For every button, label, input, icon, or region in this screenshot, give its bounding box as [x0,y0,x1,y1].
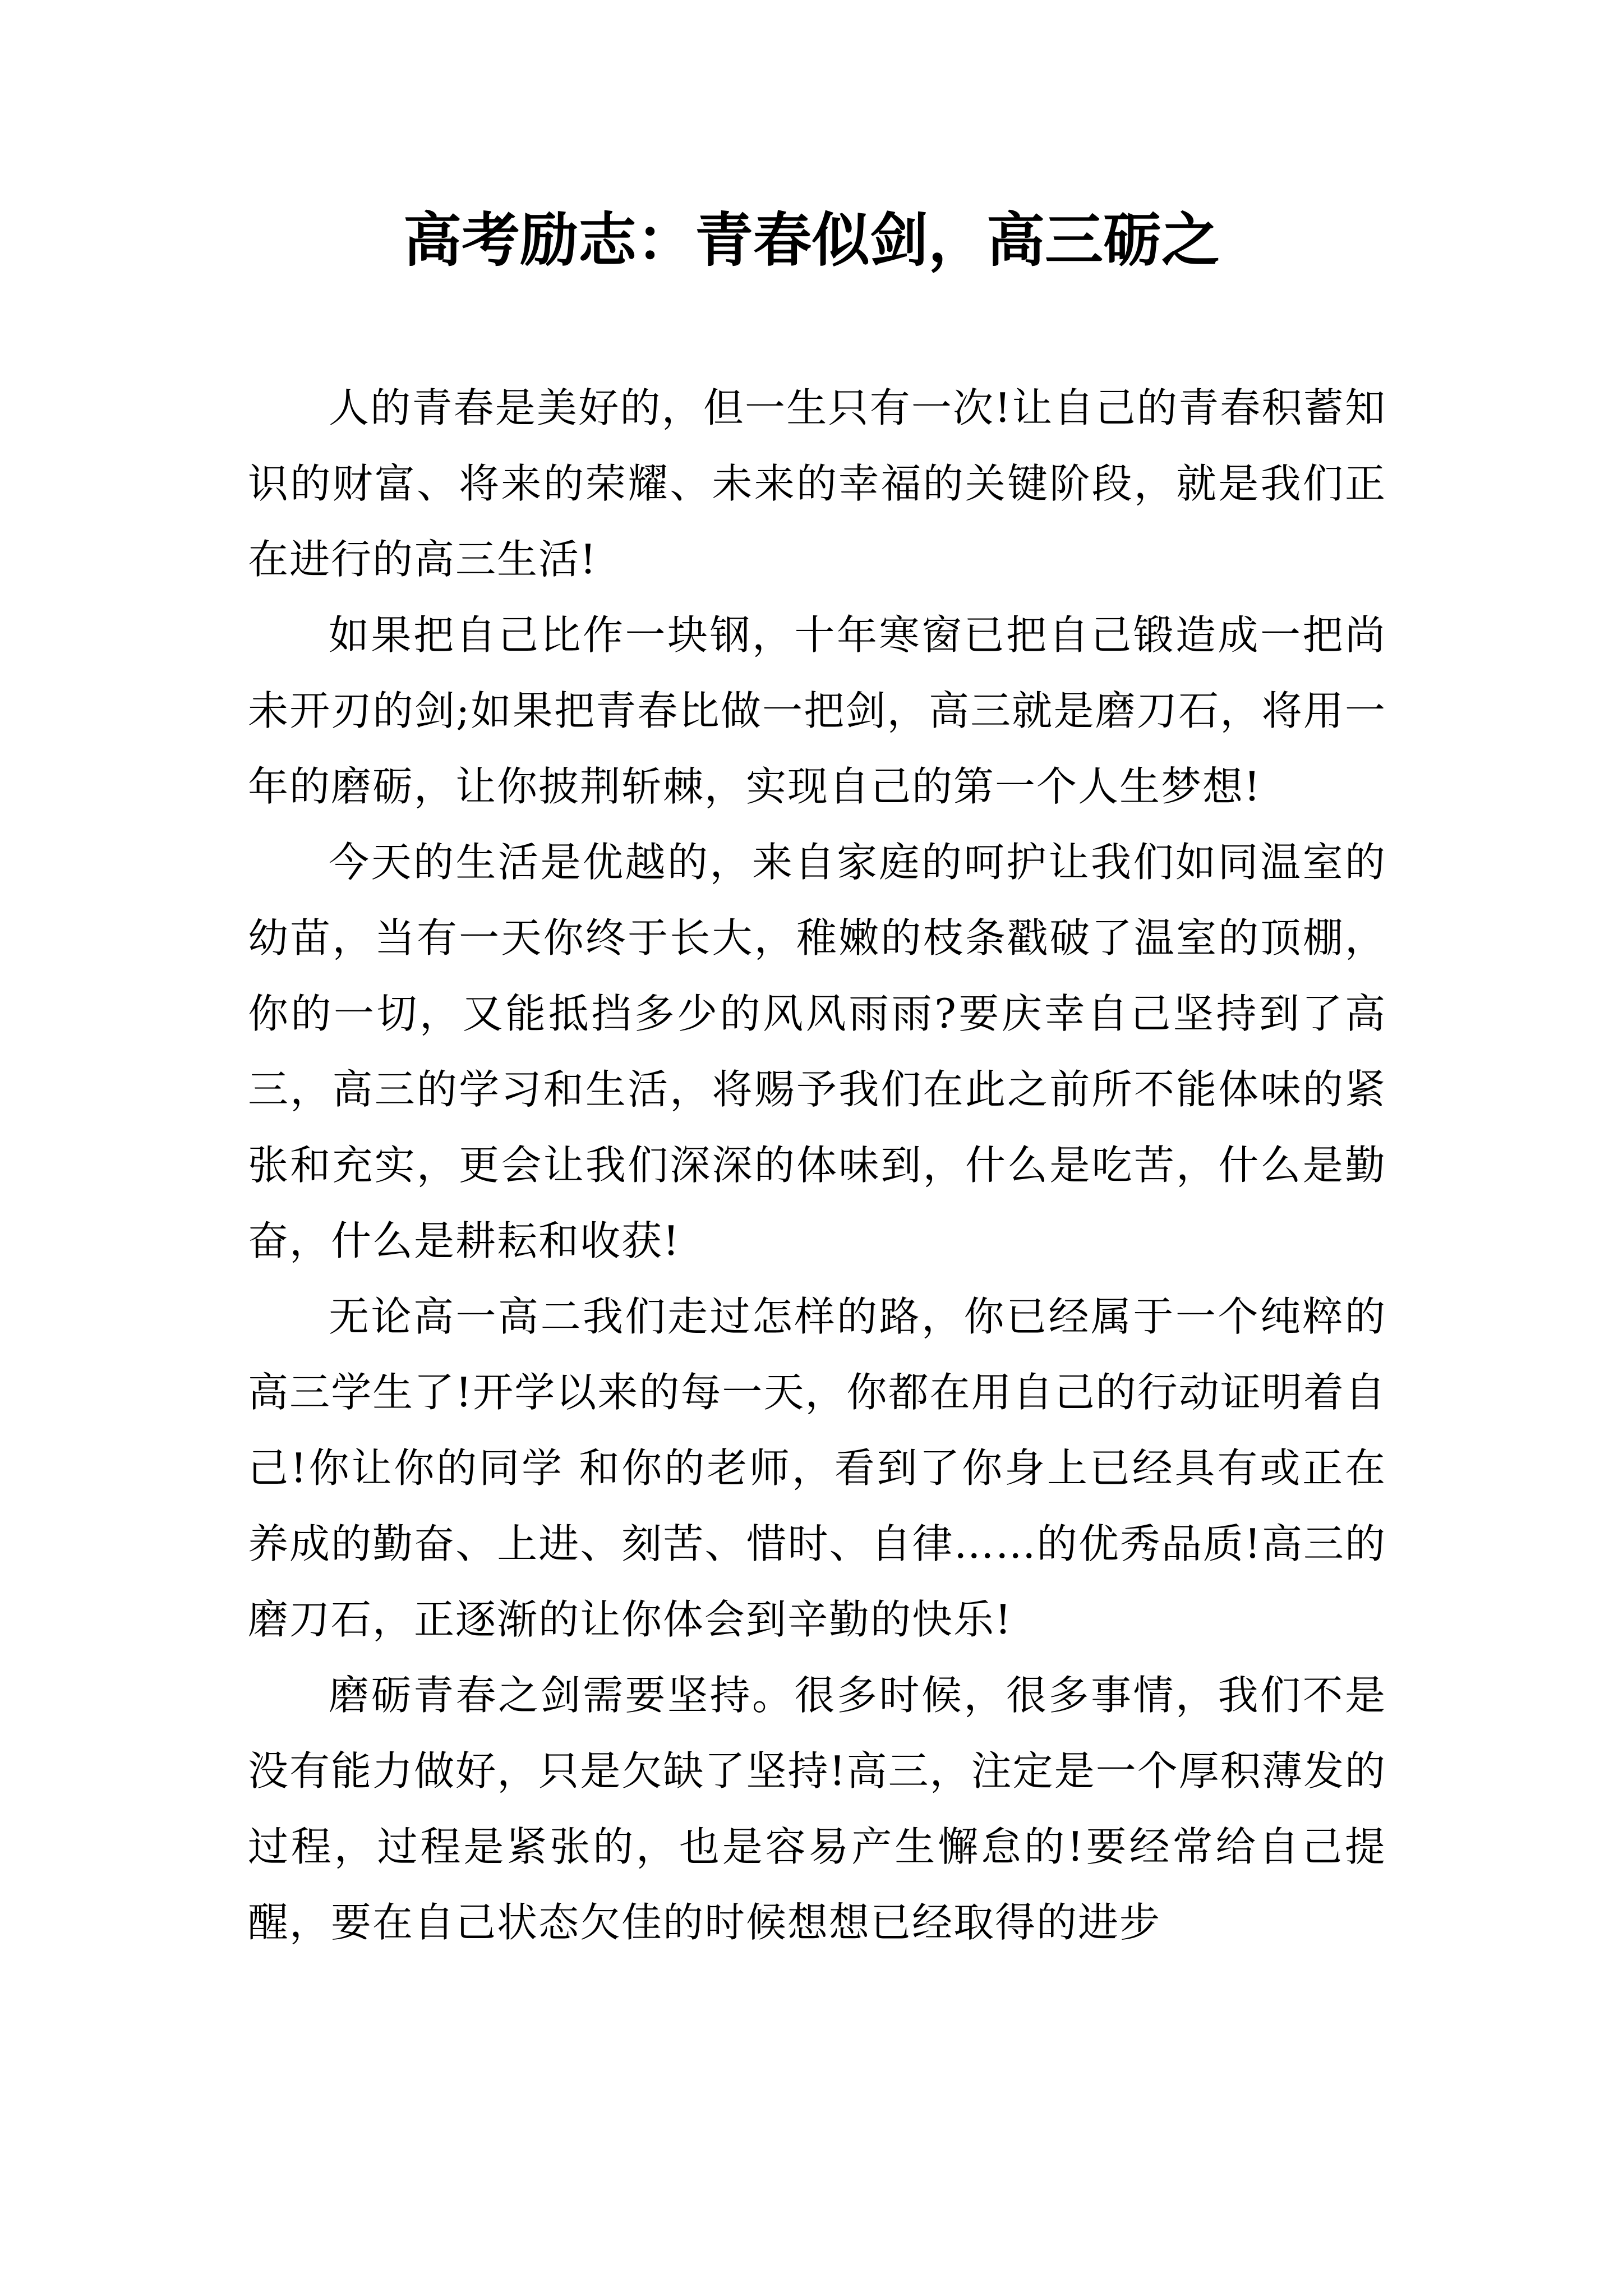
paragraph-1: 人的青春是美好的，但一生只有一次!让自己的青春积蓄知识的财富、将来的荣耀、未来的幸福的关键阶段，就是我们正在进行的高三生活! [248,384,1386,583]
article-body [248,370,1386,1961]
paragraph-5: 磨砺青春之剑需要坚持。很多时候，很多事情，我们不是没有能力做好，只是欠缺了坚持!高三，注定是一个厚积薄发的过程，过程是紧张的，也是容易产生懈怠的!要经常给自己提醒，要在自己状态欠佳的时候想想已经取得的进步 [248,1672,1386,1946]
paragraph-2: 如果把自己比作一块钢，十年寒窗已把自己锻造成一把尚未开刃的剑;如果把青春比做一把剑，高三就是磨刀石，将用一年的磨砺，让你披荆斩棘，实现自己的第一个人生梦想! [248,611,1386,810]
page-title: 高考励志：青春似剑，高三砺之 [403,205,1220,274]
paragraph-4: 无论高一高二我们走过怎样的路，你已经属于一个纯粹的高三学生了!开学以来的每一天，你都在用自己的行动证明着自己!你让你的同学 和你的老师，看到了你身上已经具有或正在养成的勤奋、上进、刻苦、惜时、自律……的优秀品质!高三的磨刀石，正逐渐的让你体会到辛勤的快乐! [248,1293,1386,1643]
paragraph-3: 今天的生活是优越的，来自家庭的呵护让我们如同温室的幼苗，当有一天你终于长大，稚嫩的枝条戳破了温室的顶棚，你的一切，又能抵挡多少的风风雨雨?要庆幸自己坚持到了高三，高三的学习和生活，将赐予我们在此之前所不能体味的紧张和充实，更会让我们深深的体味到，什么是吃苦，什么是勤奋，什么是耕耘和收获! [248,839,1386,1264]
